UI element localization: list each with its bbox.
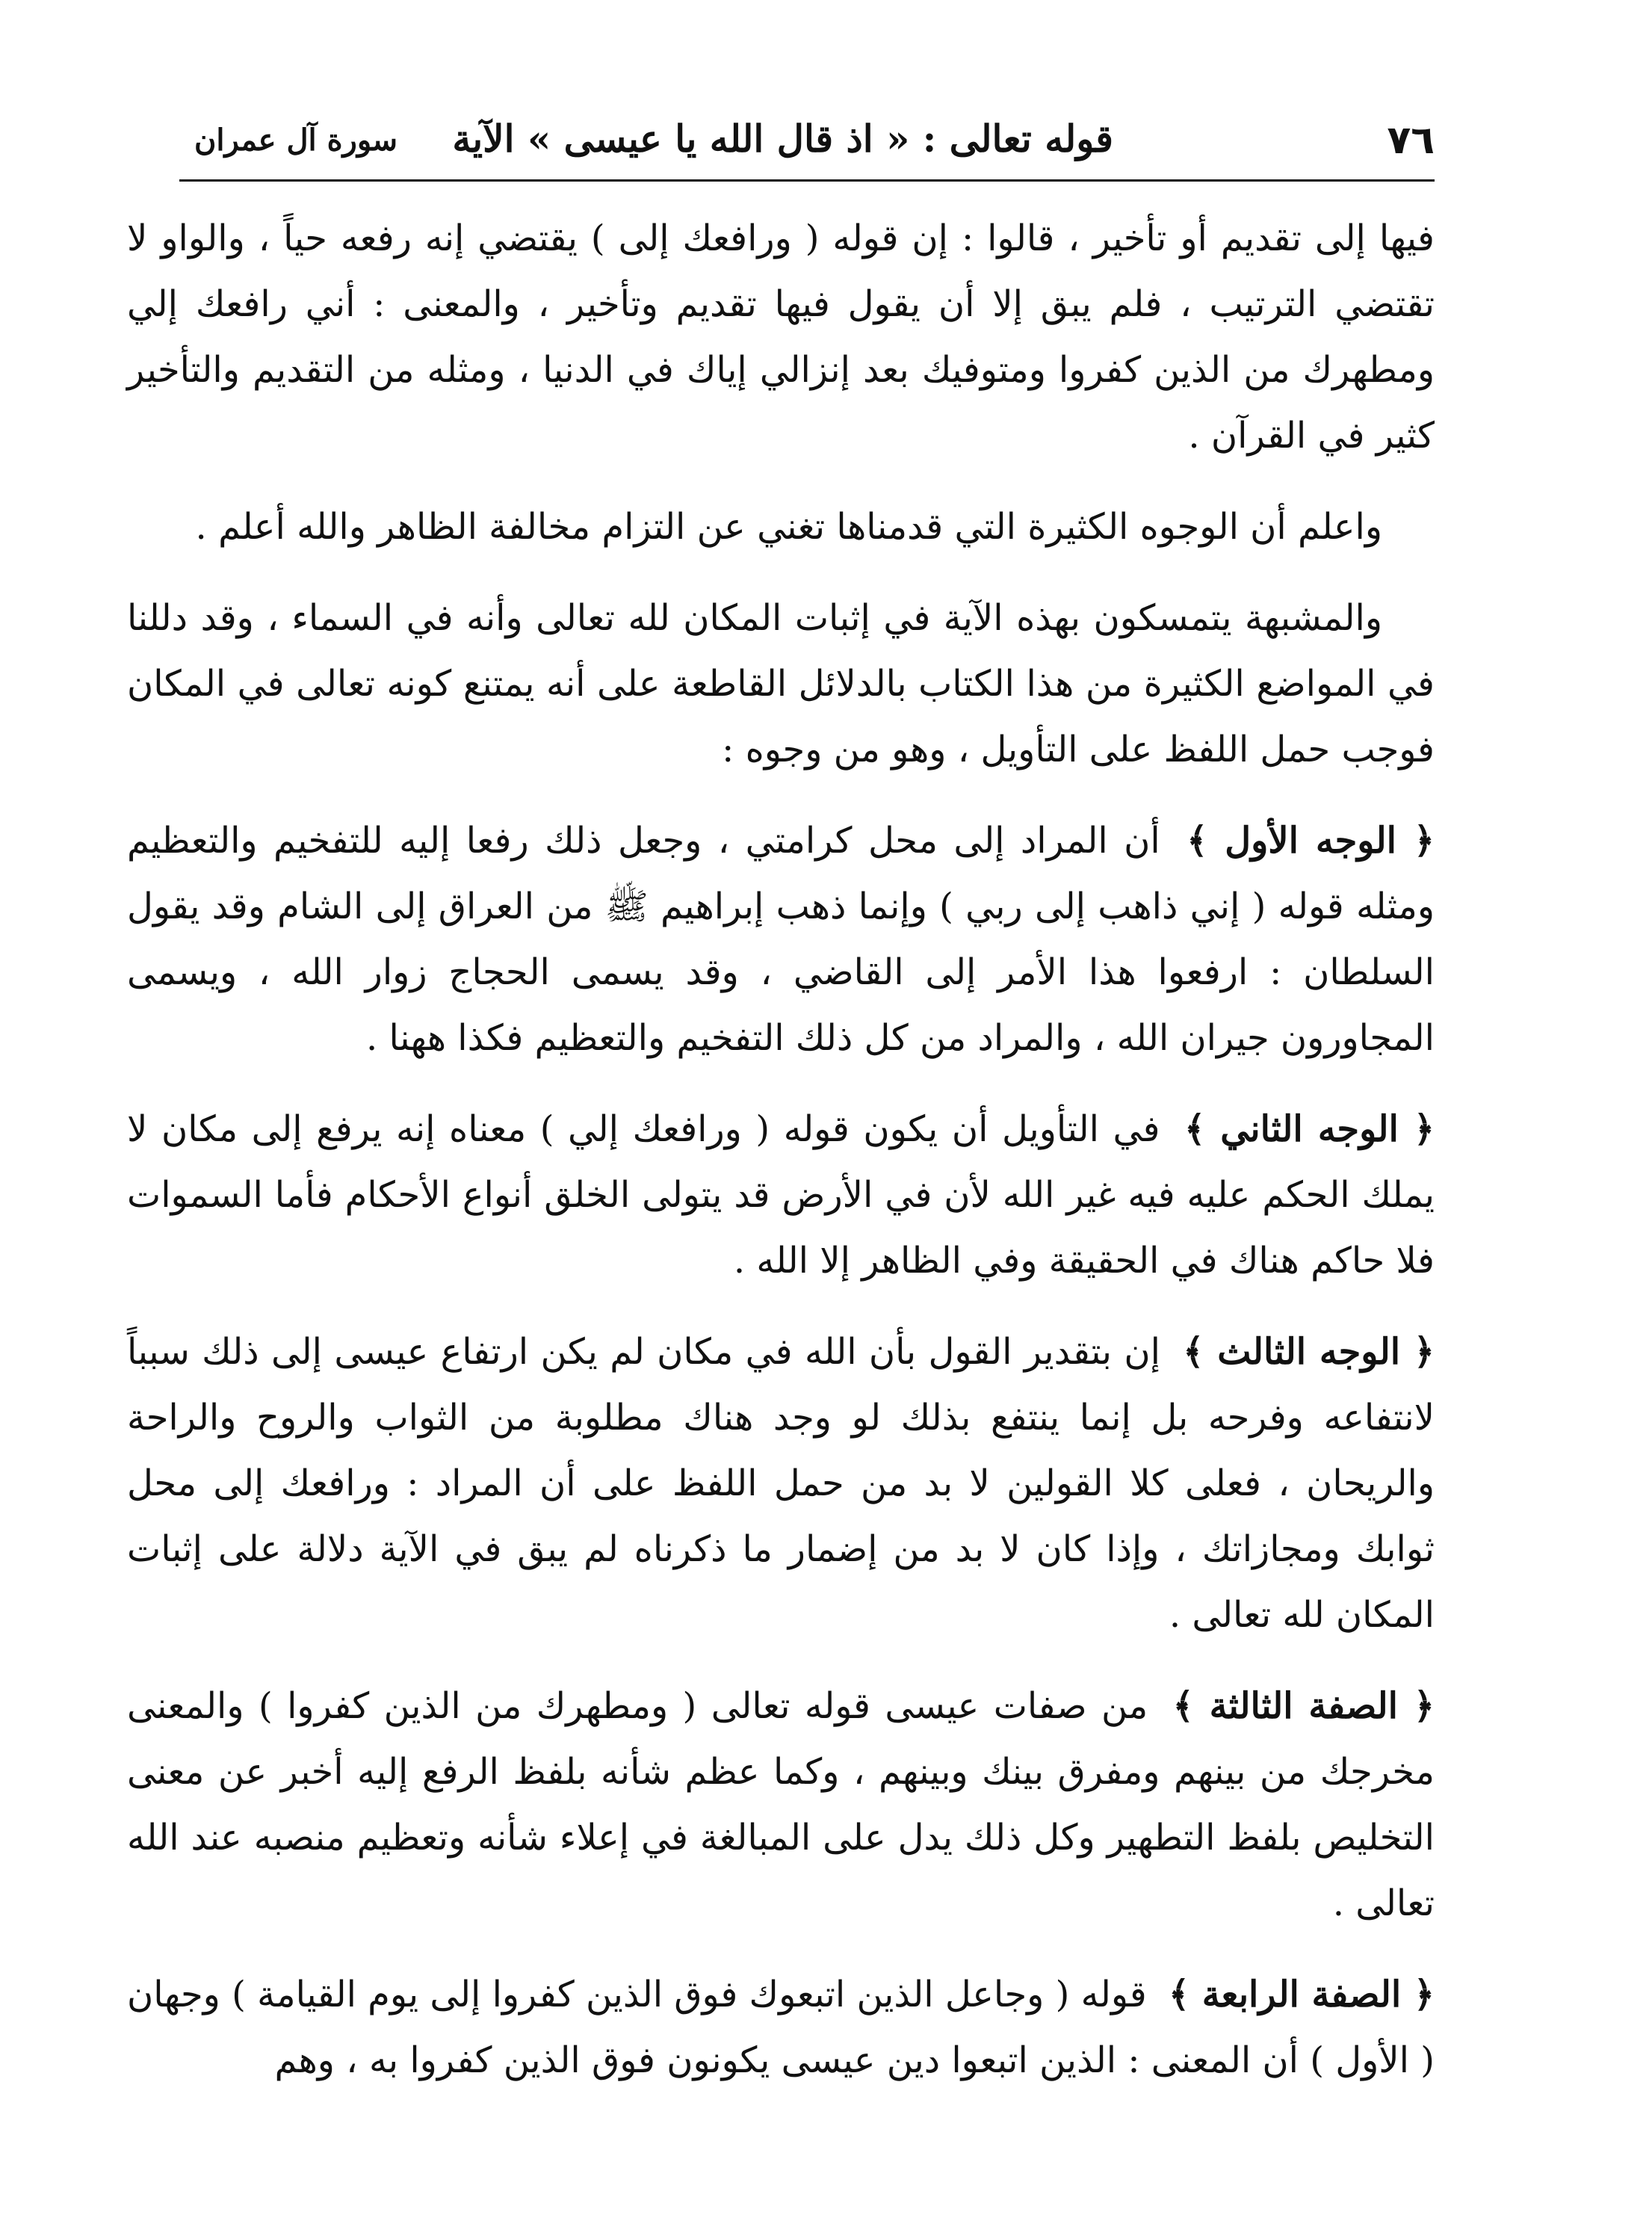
paragraph-heading: ﴿ الوجه الثالث ﴾ (1183, 1331, 1435, 1373)
paragraph-text: واعلم أن الوجوه الكثيرة التي قدمناها تغني عن التزام مخالفة الظاهر والله أعلم . (195, 506, 1382, 548)
paragraph-mushabbiha (127, 585, 1435, 782)
paragraph-second-aspect (127, 1096, 1435, 1294)
paragraph-heading: ﴿ الصفة الثالثة ﴾ (1172, 1685, 1435, 1727)
paragraph-text: من صفات عيسى قوله تعالى ( ومطهرك من الذين كفروا ) والمعنى مخرجك من بينهم ومفرق بينك وبينهم ، وكما عظم شأنه بلفظ الرفع إليه أخبر عن معنى التخليص بلفظ التطهير وكل ذلك يدل على المبالغة في إعلاء شأنه وتعظيم منصبه عند الله تعالى . (127, 1685, 1435, 1924)
paragraph-text: في التأويل أن يكون قوله ( ورافعك إلي ) معناه إنه يرفع إلى مكان لا يملك الحكم عليه فيه غير الله لأن في الأرض قد يتولى الخلق أنواع الأحكام فأما السموات فلا حاكم هناك في الحقيقة وفي الظاهر إلا الله . (127, 1108, 1435, 1282)
paragraph-heading: ﴿ الوجه الأول ﴾ (1187, 820, 1435, 862)
paragraph-conclusion (127, 494, 1435, 560)
paragraph-text: فيها إلى تقديم أو تأخير ، قالوا : إن قوله ( ورافعك إلى ) يقتضي إنه رفعه حياً ، والواو لا تقتضي الترتيب ، فلم يبق إلا أن يقول فيها تقديم وتأخير ، والمعنى : أني رافعك إلي ومطهرك من الذين كفروا ومتوفيك بعد إنزالي إياك في الدنيا ، ومثله من التقديم والتأخير كثير في القرآن . (127, 217, 1435, 457)
paragraph-fourth-attribute (127, 1962, 1435, 2093)
paragraph-text: قوله ( وجاعل الذين اتبعوك فوق الذين كفروا إلى يوم القيامة ) وجهان ( الأول ) أن المعنى : الذين اتبعوا دين عيسى يكونون فوق الذين كفروا به ، وهم (127, 1974, 1435, 2081)
paragraph-first-aspect (127, 808, 1435, 1071)
paragraph-third-aspect (127, 1319, 1435, 1648)
paragraph-text: والمشبهة يتمسكون بهذه الآية في إثبات المكان لله تعالى وأنه في السماء ، وقد دللنا في المواضع الكثيرة من هذا الكتاب بالدلائل القاطعة على أنه يمتنع كونه تعالى في المكان فوجب حمل اللفظ على التأويل ، وهو من وجوه : (127, 597, 1435, 770)
header-rule (179, 179, 1435, 182)
paragraph-text: أن المراد إلى محل كرامتي ، وجعل ذلك رفعا إليه للتفخيم والتعظيم ومثله قوله ( إني ذاهب إلى ربي ) وإنما ذهب إبراهيم ﷺ من العراق إلى الشام وقد يقول السلطان : ارفعوا هذا الأمر إلى القاضي ، وقد يسمى الحجاج زوار الله ، ويسمى المجاورون جيران الله ، والمراد من كل ذلك التفخيم والتعظيم فكذا ههنا . (127, 820, 1435, 1059)
paragraph-heading: ﴿ الوجه الثاني ﴾ (1184, 1108, 1435, 1150)
paragraph-continuation (127, 206, 1435, 469)
paragraph-text: إن بتقدير القول بأن الله في مكان لم يكن ارتفاع عيسى إلى ذلك سبباً لانتفاعه وفرحه بل إنما ينتفع بذلك لو وجد هناك مطلوبة من الثواب والروح والراحة والريحان ، فعلى كلا القولين لا بد من حمل اللفظ على أن المراد : ورافعك إلى محل ثوابك ومجازاتك ، وإذا كان لا بد من إضمار ما ذكرناه لم يبق في الآية دلالة على إثبات المكان لله تعالى . (127, 1331, 1435, 1636)
main-text (127, 206, 1435, 2093)
running-header (179, 112, 1435, 172)
page-number: ٧٦ (1387, 118, 1435, 163)
header-verse-title: قوله تعالى : « اذ قال الله يا عيسى » الآية (452, 117, 1113, 161)
paragraph-third-attribute (127, 1673, 1435, 1936)
paragraph-heading: ﴿ الصفة الرابعة ﴾ (1168, 1974, 1435, 2015)
header-surah-name: سورة آل عمران (194, 123, 398, 158)
